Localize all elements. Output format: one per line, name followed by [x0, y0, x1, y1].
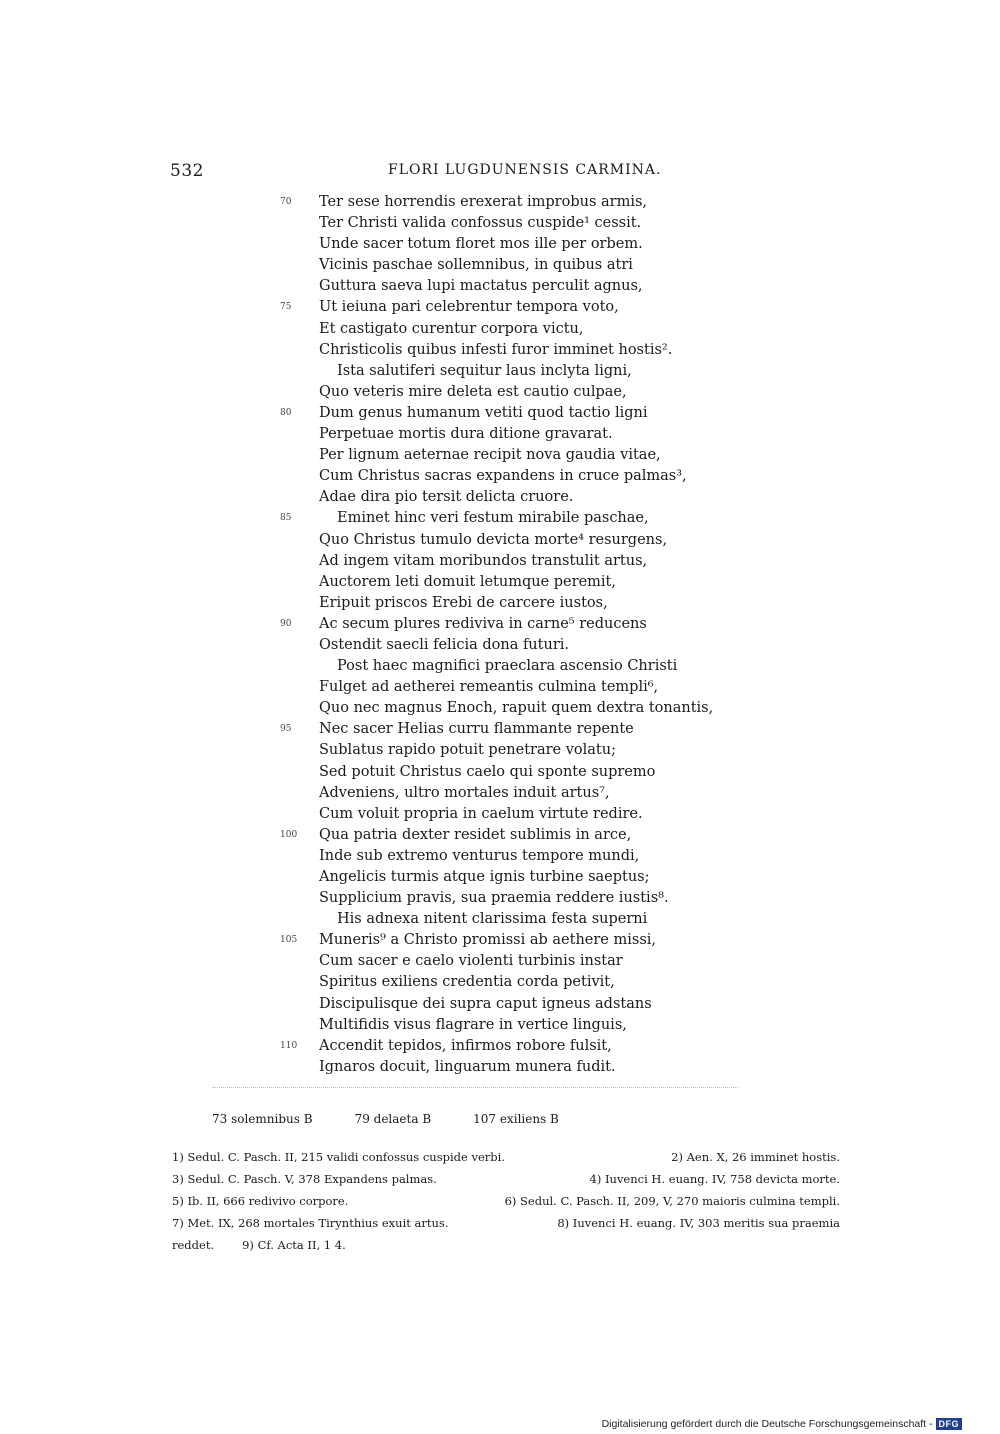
footnote: 8) Iuvenci H. euang. IV, 303 meritis sua praemia: [557, 1216, 840, 1230]
verse-text: Eripuit priscos Erebi de carcere iustos,: [319, 594, 608, 611]
digitization-credit: [602, 1418, 962, 1430]
footnote: 4) Iuvenci H. euang. IV, 758 devicta morte.: [589, 1172, 840, 1186]
verse-text: Christicolis quibus infesti furor imminet hostis².: [319, 341, 673, 358]
verse-text: Sublatus rapido potuit penetrare volatu;: [319, 742, 616, 759]
poem-line: [0, 403, 1000, 424]
line-number: 100: [280, 829, 298, 840]
poem-line: [0, 276, 1000, 297]
verse-text: Cum voluit propria in caelum virtute redire.: [319, 805, 643, 822]
verse-text: Qua patria dexter residet sublimis in arce,: [319, 826, 632, 843]
verse-text: Cum sacer e caelo violenti turbinis instar: [319, 953, 623, 970]
poem-line: [0, 361, 1000, 382]
footnote-line: [172, 1234, 840, 1256]
poem-line: [0, 951, 1000, 972]
verse-text: Adveniens, ultro mortales induit artus⁷,: [319, 784, 610, 801]
poem-line: [0, 867, 1000, 888]
verse-text: Ac secum plures rediviva in carne⁵ reducens: [319, 615, 647, 632]
variant-reading: 73 solemnibus B: [212, 1112, 313, 1126]
footnote: 5) Ib. II, 666 redivivo corpore.: [172, 1194, 349, 1208]
poem-line: [0, 445, 1000, 466]
line-number: 70: [280, 197, 292, 207]
poem-line: [0, 340, 1000, 361]
verse-text: Ista salutiferi sequitur laus inclyta ligni,: [337, 362, 632, 379]
verse-text: Ostendit saecli felicia dona futuri.: [319, 636, 569, 653]
verse-text: Muneris⁹ a Christo promissi ab aethere missi,: [319, 932, 657, 949]
footnote: 6) Sedul. C. Pasch. II, 209, V, 270 maioris culmina templi.: [504, 1194, 840, 1208]
verse-text: Dum genus humanum vetiti quod tactio ligni: [319, 404, 648, 421]
footnote: 1) Sedul. C. Pasch. II, 215 validi confossus cuspide verbi.: [172, 1150, 505, 1164]
line-number: 105: [280, 935, 298, 946]
poem-line: [0, 572, 1000, 593]
poem-line: [0, 804, 1000, 825]
poem-line: [0, 1015, 1000, 1036]
poem-line: [0, 783, 1000, 804]
poem-line: [0, 424, 1000, 445]
poem-line: [0, 213, 1000, 234]
verse-text: Ter Christi valida confossus cuspide¹ cessit.: [319, 215, 642, 232]
poem-line: [0, 635, 1000, 656]
poem-line: [0, 888, 1000, 909]
poem-line: [0, 1057, 1000, 1078]
verse-text: Vicinis paschae sollemnibus, in quibus atri: [319, 257, 633, 274]
verse-text: Multifidis visus flagrare in vertice linguis,: [319, 1016, 627, 1033]
footnote: 7) Met. IX, 268 mortales Tirynthius exuit artus.: [172, 1216, 449, 1230]
variant-reading: 79 delaeta B: [354, 1112, 432, 1126]
poem-line: [0, 825, 1000, 846]
verse-text: Unde sacer totum floret mos ille per orbem.: [319, 236, 643, 253]
footnote: 2) Aen. X, 26 imminet hostis.: [671, 1150, 840, 1164]
verse-text: Quo nec magnus Enoch, rapuit quem dextra tonantis,: [319, 700, 714, 717]
footnote: 9) Cf. Acta II, 1 4.: [242, 1238, 346, 1252]
poem-line: [0, 614, 1000, 635]
verse-text: Ter sese horrendis erexerat improbus armis,: [319, 194, 648, 210]
page-number: 532: [170, 161, 204, 181]
verse-text: Perpetuae mortis dura ditione gravarat.: [319, 426, 613, 443]
running-title: FLORI LUGDUNENSIS CARMINA.: [388, 162, 662, 178]
verse-text: Auctorem leti domuit letumque peremit,: [319, 573, 616, 590]
poem-line: [0, 382, 1000, 403]
verse-text: Et castigato curentur corpora victu,: [319, 320, 584, 337]
poem-line: [0, 255, 1000, 276]
poem-text: [0, 192, 1000, 1078]
line-number: 85: [280, 513, 292, 524]
footnote-line: [172, 1190, 840, 1212]
verse-text: Ignaros docuit, linguarum munera fudit.: [319, 1058, 616, 1075]
variant-readings: [212, 1112, 601, 1126]
poem-line: [0, 930, 1000, 951]
line-number: 90: [280, 618, 292, 629]
line-number: 95: [280, 724, 292, 735]
verse-text: Post haec magnifici praeclara ascensio Christi: [337, 658, 678, 675]
poem-line: [0, 972, 1000, 993]
verse-text: Quo Christus tumulo devicta morte⁴ resurgens,: [319, 531, 668, 548]
line-number: 110: [280, 1040, 298, 1051]
poem-line: [0, 319, 1000, 340]
poem-line: [0, 487, 1000, 508]
line-number: 75: [280, 302, 292, 313]
poem-line: [0, 192, 1000, 213]
poem-line: [0, 719, 1000, 740]
footnote: reddet.: [172, 1238, 215, 1252]
poem-line: [0, 234, 1000, 255]
verse-text: Fulget ad aetherei remeantis culmina templi⁶,: [319, 679, 659, 696]
poem-line: [0, 994, 1000, 1015]
poem-line: [0, 909, 1000, 930]
footnote-line: [172, 1168, 840, 1190]
poem-line: [0, 656, 1000, 677]
verse-text: Eminet hinc veri festum mirabile paschae,: [337, 510, 649, 527]
verse-text: Sed potuit Christus caelo qui sponte supremo: [319, 763, 656, 780]
verse-text: Discipulisque dei supra caput igneus adstans: [319, 995, 652, 1012]
verse-text: Angelicis turmis atque ignis turbine saeptus;: [319, 869, 650, 885]
poem-line: [0, 466, 1000, 487]
footnote-divider: [212, 1087, 738, 1088]
verse-text: Ut ieiuna pari celebrentur tempora voto,: [319, 299, 619, 316]
verse-text: Guttura saeva lupi mactatus perculit agnus,: [319, 278, 643, 295]
poem-line: [0, 698, 1000, 719]
footnote-line: [172, 1212, 840, 1234]
verse-text: Accendit tepidos, infirmos robore fulsit,: [319, 1037, 612, 1054]
poem-line: [0, 762, 1000, 783]
verse-text: Inde sub extremo venturus tempore mundi,: [319, 847, 640, 864]
dfg-logo: DFG: [936, 1418, 963, 1430]
poem-line: [0, 551, 1000, 572]
poem-line: [0, 593, 1000, 614]
poem-line: [0, 530, 1000, 551]
poem-line: [0, 677, 1000, 698]
footnotes: [172, 1146, 840, 1256]
poem-line: [0, 740, 1000, 761]
verse-text: Cum Christus sacras expandens in cruce palmas³,: [319, 468, 687, 485]
poem-line: [0, 1036, 1000, 1057]
footnote-line: [172, 1146, 840, 1168]
line-number: 80: [280, 407, 292, 418]
verse-text: Spiritus exiliens credentia corda petivit,: [319, 974, 615, 991]
verse-text: Adae dira pio tersit delicta cruore.: [319, 489, 574, 506]
credit-text: Digitalisierung gefördert durch die Deutsche Forschungsgemeinschaft -: [601, 1418, 933, 1430]
verse-text: Nec sacer Helias curru flammante repente: [319, 721, 634, 738]
footnote: 3) Sedul. C. Pasch. V, 378 Expandens palmas.: [172, 1172, 437, 1186]
variant-reading: 107 exiliens B: [473, 1112, 559, 1126]
verse-text: Ad ingem vitam moribundos transtulit artus,: [319, 552, 648, 569]
verse-text: His adnexa nitent clarissima festa superni: [337, 911, 648, 928]
verse-text: Per lignum aeternae recipit nova gaudia vitae,: [319, 447, 661, 464]
poem-line: [0, 846, 1000, 867]
poem-line: [0, 297, 1000, 318]
verse-text: Quo veteris mire deleta est cautio culpae,: [319, 383, 627, 400]
verse-text: Supplicium pravis, sua praemia reddere iustis⁸.: [319, 890, 669, 907]
poem-line: [0, 508, 1000, 529]
